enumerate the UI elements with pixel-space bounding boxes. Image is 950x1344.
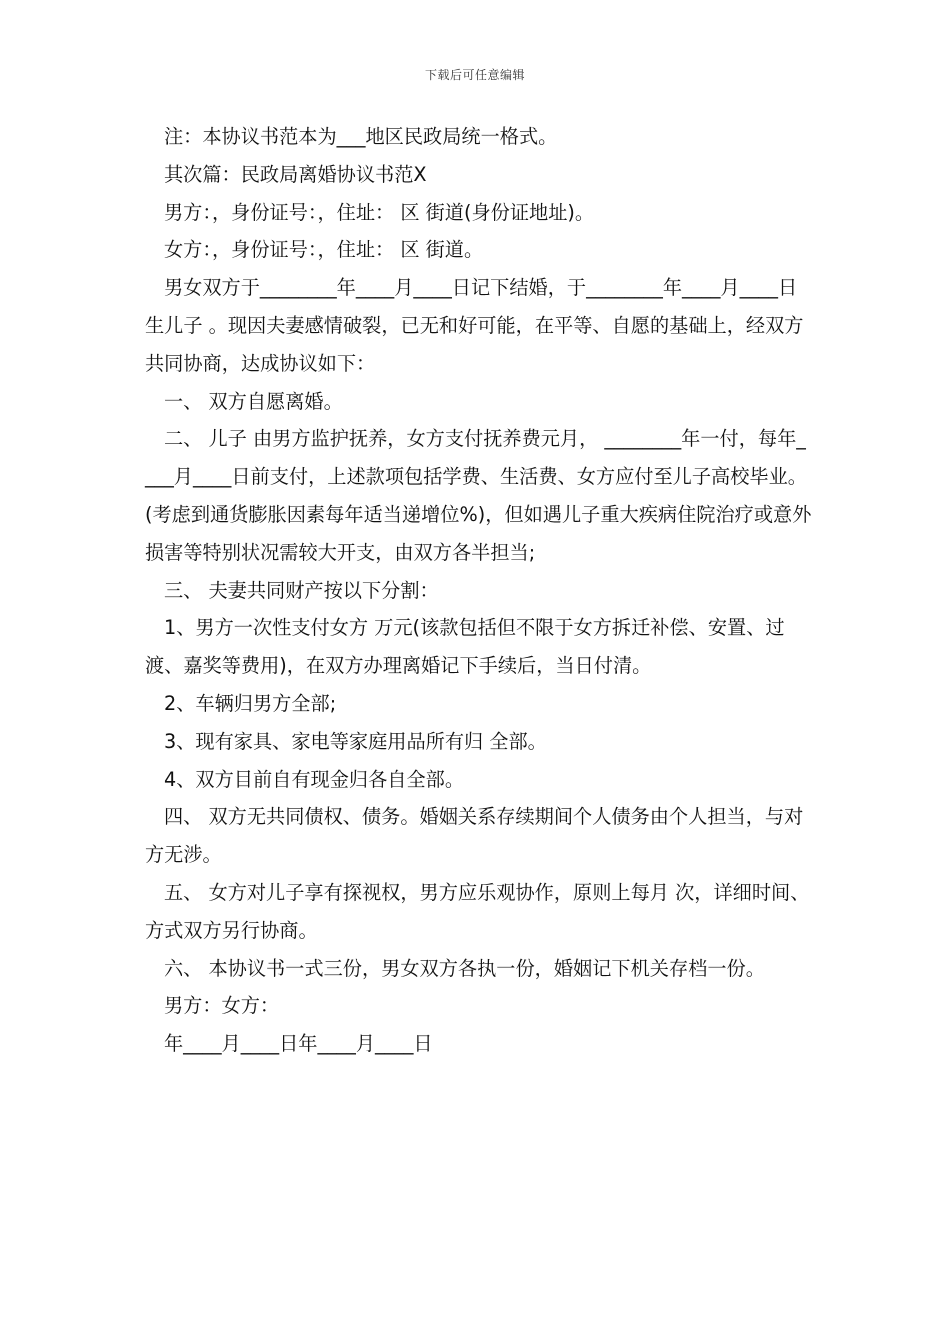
clause-three: 三、 夫妻共同财产按以下分割： <box>164 578 439 602</box>
property-item-3: 3、现有家具、家电等家庭用品所有归 全部。 <box>164 729 547 753</box>
clause-four: 四、 双方无共同债权、债务。婚姻关系存续期间个人债务由个人担当，与对方无涉。 <box>145 805 804 867</box>
note-paragraph: 注：本协议书范本为___地区民政局统一格式。 <box>164 125 558 148</box>
clause-two: 二、 儿子 由男方监护抚养，女方支付抚养费元月， ________年一付，每年____月____日前支付，上述款项包括学费、生活费、女方应付至儿子高校毕业。(考虑到通货膨胀因素每年适当递增位%)，但如遇儿子重大疾病住院治疗或意外损害等特别状况需较大开支，由双方各半担当; <box>145 427 812 564</box>
clause-one: 一、 双方自愿离婚。 <box>164 389 343 413</box>
date-line: 年____月____日年____月____日 <box>164 1032 433 1056</box>
document-body <box>145 118 813 1063</box>
page-header: 下载后可任意编辑 <box>424 68 525 82</box>
clause-six: 六、 本协议书一式三份，男女双方各执一份，婚姻记下机关存档一份。 <box>164 956 765 980</box>
marriage-statement: 男女双方于________年____月____日记下结婚，于________年____月____日生儿子 。现因夫妻感情破裂，已无和好可能，在平等、自愿的基础上，经双方共同协商，达成协议如下： <box>145 276 804 375</box>
signature-line: 男方：女方： <box>164 994 280 1018</box>
property-item-4: 4、双方目前自有现金归各自全部。 <box>164 767 465 791</box>
section-title: 其次篇：民政局离婚协议书范Ⅹ <box>164 162 427 186</box>
property-item-2: 2、车辆归男方全部; <box>164 691 337 715</box>
clause-five: 五、 女方对儿子享有探视权，男方应乐观协作，原则上每月 次，详细时间、方式双方另行协商。 <box>145 880 810 942</box>
female-party-info: 女方：，身份证号：，住址： 区 街道。 <box>164 238 484 262</box>
male-party-info: 男方：，身份证号：，住址： 区 街道(身份证地址)。 <box>164 200 595 224</box>
property-item-1: 1、男方一次性支付女方 万元(该款包括但不限于女方拆迁补偿、安置、过渡、嘉奖等费用)，在双方办理离婚记下手续后，当日付清。 <box>145 616 785 678</box>
